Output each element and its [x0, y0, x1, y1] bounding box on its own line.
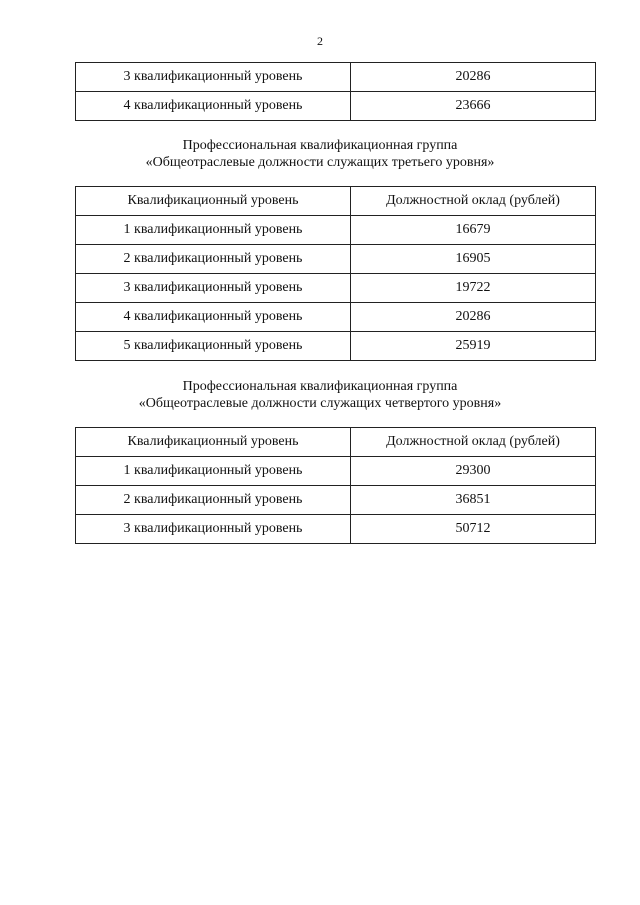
continued-salary-table [75, 62, 596, 121]
salary-cell: 19722 [351, 274, 596, 303]
salary-column-header: Должностной оклад (рублей) [351, 187, 596, 216]
table-row [76, 515, 596, 544]
level-column-header: Квалификационный уровень [76, 187, 351, 216]
group-fourth-heading-line2: «Общеотраслевые должности служащих четвертого уровня» [138, 396, 502, 411]
table-row [76, 332, 596, 361]
level-cell: 5 квалификационный уровень [76, 332, 351, 361]
level-cell: 2 квалификационный уровень [76, 245, 351, 274]
level-column-header: Квалификационный уровень [76, 428, 351, 457]
salary-cell: 16679 [351, 216, 596, 245]
group-third-heading-line1: Профессиональная квалификационная группа [182, 138, 458, 153]
level-cell: 3 квалификационный уровень [76, 63, 351, 92]
salary-cell: 16905 [351, 245, 596, 274]
level-cell: 4 квалификационный уровень [76, 92, 351, 121]
salary-column-header: Должностной оклад (рублей) [351, 428, 596, 457]
salary-cell: 29300 [351, 457, 596, 486]
group-fourth-salary-table [75, 427, 596, 544]
table-row [76, 303, 596, 332]
level-cell: 3 квалификационный уровень [76, 274, 351, 303]
table-row [76, 457, 596, 486]
level-cell: 1 квалификационный уровень [76, 457, 351, 486]
table-header-row [76, 428, 596, 457]
page-number: 2 [317, 34, 323, 48]
salary-cell: 20286 [351, 63, 596, 92]
table-header-row [76, 187, 596, 216]
table-row [76, 92, 596, 121]
table-row [76, 486, 596, 515]
level-cell: 2 квалификационный уровень [76, 486, 351, 515]
table-row [76, 216, 596, 245]
table-row [76, 245, 596, 274]
salary-cell: 25919 [351, 332, 596, 361]
group-third-heading-line2: «Общеотраслевые должности служащих третьего уровня» [145, 155, 495, 170]
salary-cell: 36851 [351, 486, 596, 515]
level-cell: 1 квалификационный уровень [76, 216, 351, 245]
salary-cell: 50712 [351, 515, 596, 544]
salary-cell: 23666 [351, 92, 596, 121]
group-third-heading [0, 137, 640, 171]
table-row [76, 63, 596, 92]
group-fourth-heading [0, 378, 640, 412]
group-fourth-heading-line1: Профессиональная квалификационная группа [182, 379, 458, 394]
group-third-salary-table [75, 186, 596, 361]
level-cell: 3 квалификационный уровень [76, 515, 351, 544]
salary-cell: 20286 [351, 303, 596, 332]
level-cell: 4 квалификационный уровень [76, 303, 351, 332]
table-row [76, 274, 596, 303]
